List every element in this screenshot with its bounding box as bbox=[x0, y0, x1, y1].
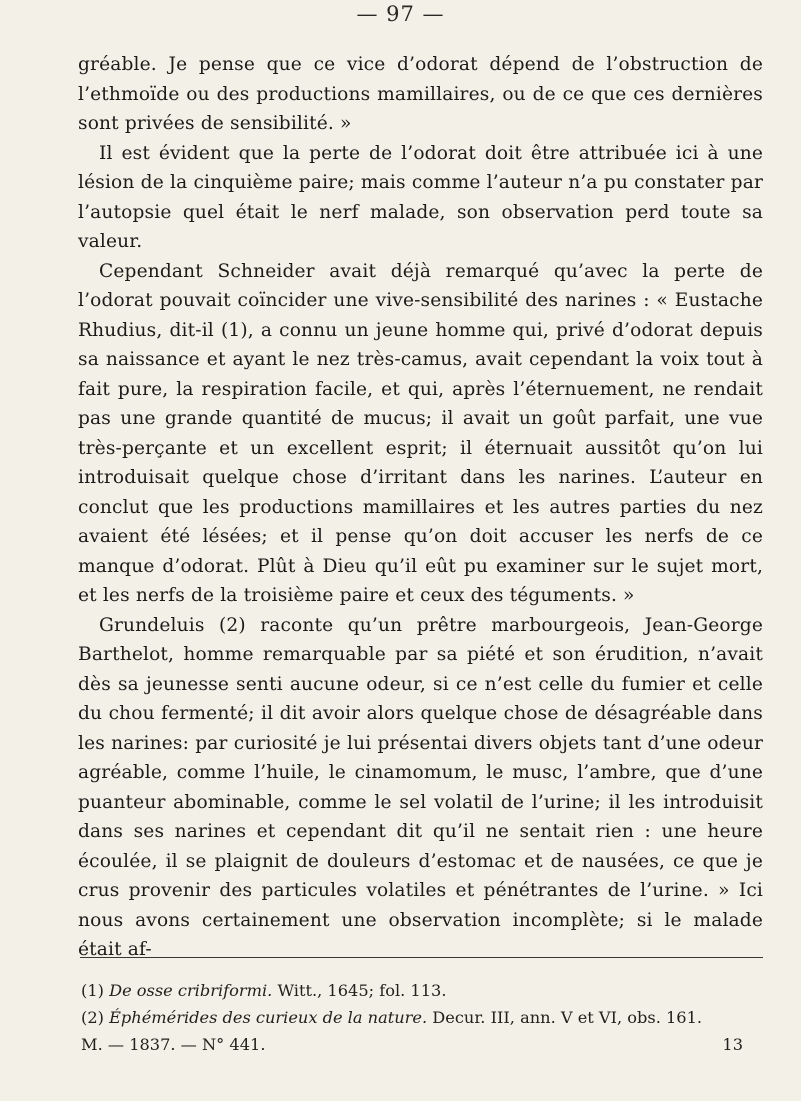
signature-line bbox=[81, 1031, 743, 1058]
footnote-1-title: De osse cribriformi. bbox=[109, 981, 273, 1000]
footnote-1-rest: Witt., 1645; fol. 113. bbox=[277, 981, 447, 1000]
signature-mark: M. — 1837. — N° 441. bbox=[81, 1035, 266, 1054]
footnotes bbox=[81, 977, 765, 1058]
footnote-2-rest: Decur. III, ann. V et VI, obs. 161. bbox=[432, 1008, 703, 1027]
paragraph-1: gréable. Je pense que ce vice d’odorat dépend de l’obstruction de l’ethmoïde ou des productions mamillaires, ou de ce que ces dernières sont privées de sensibilité. » bbox=[78, 54, 763, 134]
footnote-1-mark: (1) bbox=[81, 981, 104, 1000]
footnote-divider bbox=[80, 957, 763, 958]
footnote-1 bbox=[81, 977, 765, 1004]
paragraph-2: Il est évident que la perte de l’odorat doit être attribuée ici à une lésion de la cinquième paire; mais comme l’auteur n’a pu constater par l’autopsie quel était le nerf malade, son observation perd toute sa valeur. bbox=[78, 142, 763, 252]
footnote-2 bbox=[81, 1004, 765, 1031]
paragraph-4: Grundeluis (2) raconte qu’un prêtre marbourgeois, Jean-George Barthelot, homme remarquable par sa piété et son érudition, n’avait dès sa jeunesse senti aucune odeur, si ce n’est celle du fumier et celle du chou fermenté; il dit avoir alors quelque chose de désagréable dans les narines: par curiosité je lui présentai divers objets tant d’une odeur agréable, comme l’huile, le cinamomum, le musc, l’ambre, que d’une puanteur abominable, comme le sel volatil de l’urine; il les introduisit dans ses narines et cependant dit qu’il ne sentait rien : une heure écoulée, il se plaignit de douleurs d’estomac et de nausées, ce que je crus provenir des particules volatiles et pénétrantes de l’urine. » Ici nous avons certainement une observation incomplète; si le malade était af- bbox=[78, 614, 763, 960]
paragraph-3: Cependant Schneider avait déjà remarqué qu’avec la perte de l’odorat pouvait coïncider une vive-sensibilité des narines : « Eustache Rhudius, dit-il (1), a connu un jeune homme qui, privé d’odorat depuis sa naissance et ayant le nez très-camus, avait cependant la voix tout à fait pure, la respiration facile, et qui, après l’éternuement, ne rendait pas une grande quantité de mucus; il avait un goût parfait, une vue très-perçante et un excellent esprit; il éternuait aussitôt qu’on lui introduisait quelque chose d’irritant dans les narines. L’auteur en conclut que les productions mamillaires et les autres parties du nez avaient été lésées; et il pense qu’on doit accuser les nerfs de ce manque d’odorat. Plût à Dieu qu’il eût pu examiner sur le sujet mort, et les nerfs de la troisième paire et ceux des téguments. » bbox=[78, 260, 763, 606]
body-text bbox=[78, 50, 763, 965]
page-number: — 97 — bbox=[356, 2, 445, 26]
footnote-2-title: Éphémérides des curieux de la nature. bbox=[109, 1008, 428, 1027]
signature-number: 13 bbox=[722, 1035, 743, 1054]
footnote-2-mark: (2) bbox=[81, 1008, 104, 1027]
